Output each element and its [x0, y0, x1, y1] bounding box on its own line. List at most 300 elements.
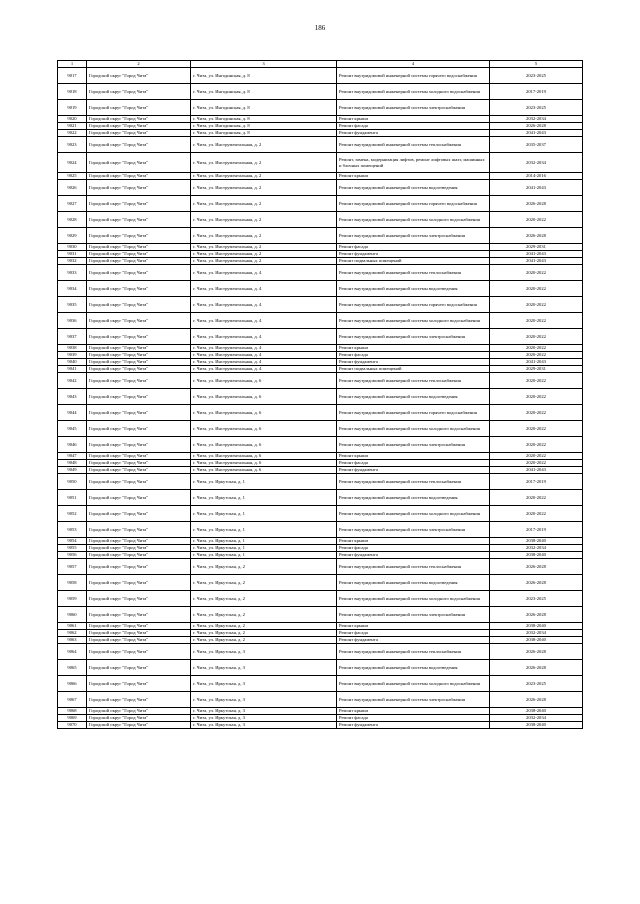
cell-municipality: Городской округ "Город Чита" [87, 506, 191, 522]
cell-work-type: Ремонт крыши [337, 345, 490, 352]
cell-municipality: Городской округ "Город Чита" [87, 258, 191, 265]
page-number: 186 [314, 24, 326, 32]
cell-address: г. Чита, ул. Инструментальная, д. 4 [191, 352, 337, 359]
cell-period: 2038-2040 [490, 623, 583, 630]
cell-work-type: Ремонт внутридомовой инженерной системы теплоснабжения [337, 474, 490, 490]
cell-address: г. Чита, ул. Иркутская, д. 2 [191, 575, 337, 591]
cell-address: г. Чита, ул. Ингодинская, д. 8 [191, 123, 337, 130]
table-row [58, 68, 583, 84]
cell-row-number: 9053 [58, 522, 87, 538]
cell-row-number: 9040 [58, 359, 87, 366]
cell-address: г. Чита, ул. Иркутская, д. 3 [191, 708, 337, 715]
cell-period: 2014-2016 [490, 173, 583, 180]
cell-work-type: Ремонт подвальных помещений [337, 258, 490, 265]
table-row [58, 460, 583, 467]
cell-address: г. Чита, ул. Инструментальная, д. 4 [191, 345, 337, 352]
cell-municipality: Городской округ "Город Чита" [87, 196, 191, 212]
cell-address: г. Чита, ул. Иркутская, д. 1 [191, 490, 337, 506]
cell-work-type: Ремонт подвальных помещений [337, 366, 490, 373]
cell-row-number: 9046 [58, 437, 87, 453]
cell-address: г. Чита, ул. Инструментальная, д. 2 [191, 153, 337, 173]
cell-period: 2026-2028 [490, 228, 583, 244]
cell-row-number: 9028 [58, 212, 87, 228]
table-row [58, 437, 583, 453]
cell-work-type: Ремонт фундамента [337, 359, 490, 366]
cell-row-number: 9049 [58, 467, 87, 474]
cell-period: 2023-2025 [490, 591, 583, 607]
table-row [58, 123, 583, 130]
cell-address: г. Чита, ул. Инструментальная, д. 6 [191, 437, 337, 453]
cell-row-number: 9063 [58, 637, 87, 644]
table-row [58, 506, 583, 522]
table-row [58, 137, 583, 153]
cell-address: г. Чита, ул. Иркутская, д. 3 [191, 722, 337, 729]
table-row [58, 630, 583, 637]
cell-period: 2026-2028 [490, 559, 583, 575]
cell-period: 2020-2022 [490, 405, 583, 421]
cell-municipality: Городской округ "Город Чита" [87, 153, 191, 173]
repair-schedule-table [57, 60, 583, 729]
cell-period: 2026-2028 [490, 575, 583, 591]
cell-row-number: 9051 [58, 490, 87, 506]
table-row [58, 244, 583, 251]
cell-row-number: 9066 [58, 676, 87, 692]
column-header: 1 [58, 61, 87, 68]
cell-row-number: 9036 [58, 313, 87, 329]
cell-row-number: 9017 [58, 68, 87, 84]
cell-address: г. Чита, ул. Иркутская, д. 2 [191, 607, 337, 623]
table-row [58, 660, 583, 676]
cell-address: г. Чита, ул. Иркутская, д. 3 [191, 644, 337, 660]
table-row [58, 116, 583, 123]
cell-period: 2023-2025 [490, 100, 583, 116]
cell-address: г. Чита, ул. Инструментальная, д. 6 [191, 373, 337, 389]
table-row [58, 329, 583, 345]
table-row [58, 637, 583, 644]
cell-row-number: 9035 [58, 297, 87, 313]
cell-work-type: Ремонт, замена, модернизация лифтов, ремонт лифтовых шахт, машинных и блочных помещений [337, 153, 490, 173]
cell-row-number: 9070 [58, 722, 87, 729]
cell-period: 2020-2022 [490, 421, 583, 437]
cell-municipality: Городской округ "Город Чита" [87, 180, 191, 196]
cell-municipality: Городской округ "Город Чита" [87, 467, 191, 474]
cell-municipality: Городской округ "Город Чита" [87, 676, 191, 692]
table-row [58, 623, 583, 630]
cell-work-type: Ремонт внутридомовой инженерной системы горячего водоснабжения [337, 297, 490, 313]
cell-municipality: Городской округ "Город Чита" [87, 359, 191, 366]
cell-work-type: Ремонт внутридомовой инженерной системы электроснабжения [337, 228, 490, 244]
cell-address: г. Чита, ул. Инструментальная, д. 2 [191, 212, 337, 228]
cell-municipality: Городской округ "Город Чита" [87, 130, 191, 137]
cell-period: 2032-2034 [490, 153, 583, 173]
column-header: 3 [191, 61, 337, 68]
cell-municipality: Городской округ "Город Чита" [87, 637, 191, 644]
cell-municipality: Городской округ "Город Чита" [87, 100, 191, 116]
cell-address: г. Чита, ул. Инструментальная, д. 4 [191, 313, 337, 329]
cell-row-number: 9062 [58, 630, 87, 637]
cell-period: 2020-2022 [490, 490, 583, 506]
cell-row-number: 9026 [58, 180, 87, 196]
cell-address: г. Чита, ул. Инструментальная, д. 4 [191, 297, 337, 313]
cell-period: 2020-2022 [490, 352, 583, 359]
table-row [58, 258, 583, 265]
cell-period: 2020-2022 [490, 345, 583, 352]
cell-period: 2020-2022 [490, 389, 583, 405]
cell-period: 2032-2034 [490, 545, 583, 552]
cell-work-type: Ремонт внутридомовой инженерной системы холодного водоснабжения [337, 421, 490, 437]
cell-municipality: Городской округ "Город Чита" [87, 607, 191, 623]
cell-period: 2020-2022 [490, 373, 583, 389]
cell-period: 2020-2022 [490, 281, 583, 297]
table-row [58, 130, 583, 137]
table-row [58, 196, 583, 212]
cell-work-type: Ремонт фундамента [337, 637, 490, 644]
table-row [58, 359, 583, 366]
column-header: 4 [337, 61, 490, 68]
cell-municipality: Городской округ "Город Чита" [87, 313, 191, 329]
cell-work-type: Ремонт крыши [337, 116, 490, 123]
cell-row-number: 9059 [58, 591, 87, 607]
cell-row-number: 9067 [58, 692, 87, 708]
cell-work-type: Ремонт внутридомовой инженерной системы электроснабжения [337, 692, 490, 708]
cell-municipality: Городской округ "Город Чита" [87, 460, 191, 467]
cell-period: 2026-2028 [490, 660, 583, 676]
cell-row-number: 9064 [58, 644, 87, 660]
cell-address: г. Чита, ул. Иркутская, д. 2 [191, 559, 337, 575]
cell-work-type: Ремонт фасада [337, 244, 490, 251]
cell-row-number: 9025 [58, 173, 87, 180]
cell-address: г. Чита, ул. Ингодинская, д. 8 [191, 84, 337, 100]
cell-row-number: 9056 [58, 552, 87, 559]
cell-work-type: Ремонт внутридомовой инженерной системы теплоснабжения [337, 644, 490, 660]
table-row [58, 228, 583, 244]
cell-period: 2035-2037 [490, 137, 583, 153]
table-row [58, 352, 583, 359]
cell-row-number: 9042 [58, 373, 87, 389]
cell-row-number: 9058 [58, 575, 87, 591]
cell-work-type: Ремонт внутридомовой инженерной системы горячего водоснабжения [337, 405, 490, 421]
cell-work-type: Ремонт внутридомовой инженерной системы холодного водоснабжения [337, 506, 490, 522]
cell-municipality: Городской округ "Город Чита" [87, 405, 191, 421]
cell-work-type: Ремонт фундамента [337, 552, 490, 559]
table-row [58, 84, 583, 100]
cell-municipality: Городской округ "Город Чита" [87, 692, 191, 708]
cell-address: г. Чита, ул. Инструментальная, д. 6 [191, 460, 337, 467]
cell-row-number: 9045 [58, 421, 87, 437]
cell-work-type: Ремонт внутридомовой инженерной системы электроснабжения [337, 437, 490, 453]
cell-municipality: Городской округ "Город Чита" [87, 630, 191, 637]
table-row [58, 559, 583, 575]
cell-row-number: 9039 [58, 352, 87, 359]
cell-municipality: Городской округ "Город Чита" [87, 453, 191, 460]
table-row [58, 575, 583, 591]
cell-period: 2041-2043 [490, 359, 583, 366]
table-row [58, 297, 583, 313]
cell-municipality: Городской округ "Город Чита" [87, 522, 191, 538]
table-row [58, 607, 583, 623]
cell-row-number: 9048 [58, 460, 87, 467]
cell-period: 2020-2022 [490, 329, 583, 345]
cell-municipality: Городской округ "Город Чита" [87, 722, 191, 729]
table-row [58, 251, 583, 258]
table-row [58, 265, 583, 281]
cell-row-number: 9030 [58, 244, 87, 251]
cell-row-number: 9038 [58, 345, 87, 352]
cell-period: 2026-2028 [490, 607, 583, 623]
cell-address: г. Чита, ул. Инструментальная, д. 6 [191, 405, 337, 421]
cell-work-type: Ремонт крыши [337, 623, 490, 630]
cell-period: 2026-2028 [490, 644, 583, 660]
cell-period: 2026-2028 [490, 196, 583, 212]
cell-period: 2020-2022 [490, 453, 583, 460]
cell-work-type: Ремонт внутридомовой инженерной системы холодного водоснабжения [337, 84, 490, 100]
cell-municipality: Городской округ "Город Чита" [87, 660, 191, 676]
cell-row-number: 9020 [58, 116, 87, 123]
cell-municipality: Городской округ "Город Чита" [87, 366, 191, 373]
cell-work-type: Ремонт внутридомовой инженерной системы горячего водоснабжения [337, 68, 490, 84]
table-row [58, 715, 583, 722]
cell-municipality: Городской округ "Город Чита" [87, 352, 191, 359]
cell-period: 2020-2022 [490, 437, 583, 453]
cell-work-type: Ремонт внутридомовой инженерной системы электроснабжения [337, 100, 490, 116]
cell-work-type: Ремонт внутридомовой инженерной системы водоотведения [337, 660, 490, 676]
cell-row-number: 9033 [58, 265, 87, 281]
cell-municipality: Городской округ "Город Чита" [87, 575, 191, 591]
cell-period: 2038-2040 [490, 637, 583, 644]
cell-work-type: Ремонт внутридомовой инженерной системы теплоснабжения [337, 137, 490, 153]
cell-work-type: Ремонт внутридомовой инженерной системы водоотведения [337, 575, 490, 591]
cell-row-number: 9068 [58, 708, 87, 715]
cell-period: 2032-2034 [490, 715, 583, 722]
cell-period: 2038-2040 [490, 708, 583, 715]
cell-period: 2041-2043 [490, 130, 583, 137]
cell-work-type: Ремонт внутридомовой инженерной системы холодного водоснабжения [337, 591, 490, 607]
cell-address: г. Чита, ул. Инструментальная, д. 6 [191, 421, 337, 437]
cell-work-type: Ремонт внутридомовой инженерной системы водоотведения [337, 180, 490, 196]
cell-row-number: 9050 [58, 474, 87, 490]
cell-row-number: 9055 [58, 545, 87, 552]
cell-address: г. Чита, ул. Иркутская, д. 2 [191, 630, 337, 637]
cell-row-number: 9034 [58, 281, 87, 297]
cell-municipality: Городской округ "Город Чита" [87, 297, 191, 313]
cell-address: г. Чита, ул. Инструментальная, д. 4 [191, 359, 337, 366]
cell-municipality: Городской округ "Город Чита" [87, 345, 191, 352]
cell-address: г. Чита, ул. Иркутская, д. 3 [191, 692, 337, 708]
table-row [58, 676, 583, 692]
cell-address: г. Чита, ул. Иркутская, д. 2 [191, 637, 337, 644]
table-row [58, 708, 583, 715]
cell-address: г. Чита, ул. Инструментальная, д. 4 [191, 366, 337, 373]
table-row [58, 453, 583, 460]
cell-work-type: Ремонт фасада [337, 123, 490, 130]
cell-period: 2029-2031 [490, 244, 583, 251]
cell-address: г. Чита, ул. Инструментальная, д. 4 [191, 281, 337, 297]
cell-municipality: Городской округ "Город Чита" [87, 137, 191, 153]
cell-address: г. Чита, ул. Инструментальная, д. 2 [191, 180, 337, 196]
cell-address: г. Чита, ул. Иркутская, д. 1 [191, 522, 337, 538]
cell-row-number: 9061 [58, 623, 87, 630]
cell-municipality: Городской округ "Город Чита" [87, 389, 191, 405]
cell-address: г. Чита, ул. Инструментальная, д. 2 [191, 228, 337, 244]
cell-address: г. Чита, ул. Иркутская, д. 1 [191, 506, 337, 522]
cell-municipality: Городской округ "Город Чита" [87, 623, 191, 630]
cell-row-number: 9052 [58, 506, 87, 522]
cell-period: 2038-2040 [490, 722, 583, 729]
table-row [58, 389, 583, 405]
column-header: 5 [490, 61, 583, 68]
cell-period: 2029-2031 [490, 366, 583, 373]
cell-row-number: 9044 [58, 405, 87, 421]
table-row [58, 474, 583, 490]
cell-row-number: 9023 [58, 137, 87, 153]
column-header: 2 [87, 61, 191, 68]
cell-period: 2020-2022 [490, 460, 583, 467]
cell-work-type: Ремонт фундамента [337, 467, 490, 474]
cell-work-type: Ремонт внутридомовой инженерной системы электроснабжения [337, 522, 490, 538]
cell-address: г. Чита, ул. Иркутская, д. 1 [191, 538, 337, 545]
table-header-row [58, 61, 583, 68]
cell-address: г. Чита, ул. Ингодинская, д. 8 [191, 116, 337, 123]
cell-address: г. Чита, ул. Иркутская, д. 1 [191, 545, 337, 552]
table-row [58, 692, 583, 708]
cell-work-type: Ремонт крыши [337, 453, 490, 460]
cell-municipality: Городской округ "Город Чита" [87, 591, 191, 607]
cell-work-type: Ремонт фасада [337, 352, 490, 359]
cell-municipality: Городской округ "Город Чита" [87, 715, 191, 722]
cell-row-number: 9037 [58, 329, 87, 345]
cell-address: г. Чита, ул. Инструментальная, д. 4 [191, 265, 337, 281]
cell-row-number: 9057 [58, 559, 87, 575]
cell-period: 2023-2025 [490, 68, 583, 84]
cell-municipality: Городской округ "Город Чита" [87, 244, 191, 251]
cell-municipality: Городской округ "Город Чита" [87, 228, 191, 244]
cell-work-type: Ремонт фундамента [337, 130, 490, 137]
cell-municipality: Городской округ "Город Чита" [87, 173, 191, 180]
cell-municipality: Городской округ "Город Чита" [87, 123, 191, 130]
cell-row-number: 9019 [58, 100, 87, 116]
cell-municipality: Городской округ "Город Чита" [87, 545, 191, 552]
table-row [58, 467, 583, 474]
cell-period: 2020-2022 [490, 265, 583, 281]
cell-work-type: Ремонт внутридомовой инженерной системы теплоснабжения [337, 373, 490, 389]
cell-address: г. Чита, ул. Ингодинская, д. 8 [191, 100, 337, 116]
cell-work-type: Ремонт фасада [337, 460, 490, 467]
cell-period: 2041-2043 [490, 258, 583, 265]
cell-municipality: Городской округ "Город Чита" [87, 437, 191, 453]
cell-work-type: Ремонт фундамента [337, 722, 490, 729]
cell-work-type: Ремонт внутридомовой инженерной системы холодного водоснабжения [337, 313, 490, 329]
table-row [58, 345, 583, 352]
cell-address: г. Чита, ул. Инструментальная, д. 2 [191, 173, 337, 180]
cell-period: 2023-2025 [490, 676, 583, 692]
cell-municipality: Городской округ "Город Чита" [87, 552, 191, 559]
cell-row-number: 9041 [58, 366, 87, 373]
cell-work-type: Ремонт крыши [337, 538, 490, 545]
table-row [58, 212, 583, 228]
cell-work-type: Ремонт внутридомовой инженерной системы теплоснабжения [337, 559, 490, 575]
cell-row-number: 9047 [58, 453, 87, 460]
cell-municipality: Городской округ "Город Чита" [87, 490, 191, 506]
table-row [58, 180, 583, 196]
cell-municipality: Городской округ "Город Чита" [87, 84, 191, 100]
cell-municipality: Городской округ "Город Чита" [87, 329, 191, 345]
cell-address: г. Чита, ул. Иркутская, д. 1 [191, 474, 337, 490]
table-body [58, 68, 583, 729]
cell-municipality: Городской округ "Город Чита" [87, 281, 191, 297]
cell-address: г. Чита, ул. Инструментальная, д. 6 [191, 453, 337, 460]
cell-address: г. Чита, ул. Инструментальная, д. 6 [191, 389, 337, 405]
cell-row-number: 9032 [58, 258, 87, 265]
cell-work-type: Ремонт фасада [337, 715, 490, 722]
cell-row-number: 9018 [58, 84, 87, 100]
cell-period: 2020-2022 [490, 506, 583, 522]
cell-period: 2020-2022 [490, 297, 583, 313]
cell-period: 2041-2043 [490, 180, 583, 196]
table-row [58, 545, 583, 552]
table-row [58, 538, 583, 545]
cell-address: г. Чита, ул. Инструментальная, д. 2 [191, 258, 337, 265]
cell-address: г. Чита, ул. Иркутская, д. 1 [191, 552, 337, 559]
cell-municipality: Городской округ "Город Чита" [87, 212, 191, 228]
cell-work-type: Ремонт внутридомовой инженерной системы водоотведения [337, 389, 490, 405]
table-row [58, 591, 583, 607]
cell-municipality: Городской округ "Город Чита" [87, 538, 191, 545]
table-row [58, 722, 583, 729]
cell-address: г. Чита, ул. Иркутская, д. 3 [191, 676, 337, 692]
cell-period: 2017-2019 [490, 522, 583, 538]
cell-work-type: Ремонт крыши [337, 173, 490, 180]
cell-municipality: Городской округ "Город Чита" [87, 644, 191, 660]
cell-municipality: Городской округ "Город Чита" [87, 708, 191, 715]
cell-work-type: Ремонт внутридомовой инженерной системы водоотведения [337, 490, 490, 506]
cell-work-type: Ремонт крыши [337, 708, 490, 715]
cell-work-type: Ремонт внутридомовой инженерной системы водоотведения [337, 281, 490, 297]
cell-row-number: 9022 [58, 130, 87, 137]
cell-work-type: Ремонт внутридомовой инженерной системы теплоснабжения [337, 265, 490, 281]
cell-period: 2026-2028 [490, 692, 583, 708]
cell-row-number: 9069 [58, 715, 87, 722]
table-row [58, 490, 583, 506]
cell-period: 2038-2040 [490, 552, 583, 559]
table-row [58, 373, 583, 389]
table-row [58, 366, 583, 373]
cell-municipality: Городской округ "Город Чита" [87, 68, 191, 84]
cell-municipality: Городской округ "Город Чита" [87, 265, 191, 281]
cell-address: г. Чита, ул. Иркутская, д. 3 [191, 715, 337, 722]
table-row [58, 405, 583, 421]
cell-address: г. Чита, ул. Инструментальная, д. 2 [191, 137, 337, 153]
cell-row-number: 9043 [58, 389, 87, 405]
table-row [58, 173, 583, 180]
cell-address: г. Чита, ул. Ингодинская, д. 8 [191, 68, 337, 84]
cell-municipality: Городской округ "Город Чита" [87, 559, 191, 575]
cell-period: 2032-2034 [490, 630, 583, 637]
cell-row-number: 9029 [58, 228, 87, 244]
table-row [58, 313, 583, 329]
cell-address: г. Чита, ул. Инструментальная, д. 6 [191, 467, 337, 474]
cell-period: 2020-2022 [490, 313, 583, 329]
cell-municipality: Городской округ "Город Чита" [87, 116, 191, 123]
cell-address: г. Чита, ул. Иркутская, д. 3 [191, 660, 337, 676]
cell-row-number: 9054 [58, 538, 87, 545]
cell-work-type: Ремонт внутридомовой инженерной системы электроснабжения [337, 607, 490, 623]
cell-municipality: Городской округ "Город Чита" [87, 421, 191, 437]
cell-work-type: Ремонт фасада [337, 630, 490, 637]
cell-row-number: 9060 [58, 607, 87, 623]
cell-period: 2038-2040 [490, 538, 583, 545]
cell-row-number: 9027 [58, 196, 87, 212]
cell-municipality: Городской округ "Город Чита" [87, 251, 191, 258]
